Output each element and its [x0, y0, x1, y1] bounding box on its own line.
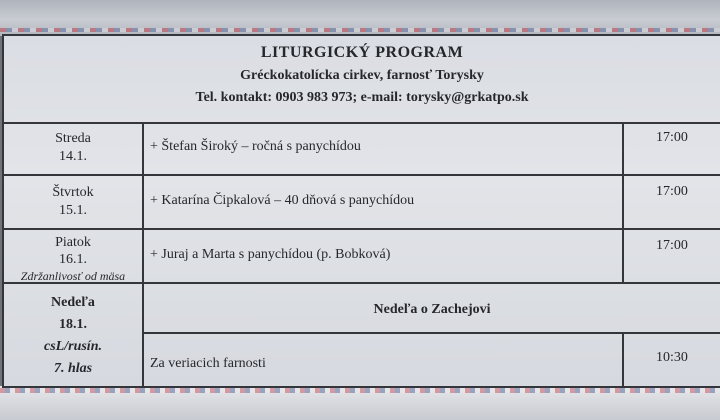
mass-time: 17:00: [656, 238, 688, 253]
sheet-header: [4, 36, 720, 122]
table-rule: [142, 122, 144, 388]
contact-line: Tel. kontakt: 0903 983 973; e-mail: torysky@grkatpo.sk: [195, 90, 529, 105]
table-row: [4, 292, 142, 380]
table-rule: [4, 174, 720, 176]
parish-name: Gréckokatolícka cirkev, farnosť Torysky: [240, 68, 484, 83]
mass-intention: + Štefan Široký – ročná s panychídou: [150, 139, 361, 154]
program-title: LITURGICKÝ PROGRAM: [260, 44, 464, 61]
table-row: [4, 234, 142, 285]
rite-language: csL/rusín.: [44, 339, 102, 354]
day-name: Nedeľa: [51, 295, 95, 310]
mass-intention: + Juraj a Marta s panychídou (p. Bobková): [150, 247, 391, 262]
day-date: 18.1.: [59, 317, 87, 332]
table-row: [4, 184, 142, 220]
day-name: Štvrtok: [52, 185, 94, 200]
mass-time: 10:30: [656, 350, 688, 365]
feast-title: Nedeľa o Zachejovi: [373, 302, 491, 317]
schedule-table: [4, 122, 720, 388]
liturgical-tone: 7. hlas: [53, 361, 93, 376]
liturgical-program-sheet: [2, 34, 720, 388]
day-date: 16.1.: [59, 252, 87, 267]
day-date: 14.1.: [59, 149, 87, 164]
table-rule: [4, 122, 720, 124]
mass-intention: + Katarína Čipkalová – 40 dňová s panychídou: [150, 193, 415, 208]
day-date: 15.1.: [59, 203, 87, 218]
mass-time: 17:00: [656, 184, 688, 199]
day-name: Piatok: [55, 235, 91, 250]
table-rule: [4, 228, 720, 230]
mass-time: 17:00: [656, 130, 688, 145]
table-row: [4, 130, 142, 166]
table-rule: [622, 122, 624, 282]
table-rule: [142, 332, 720, 334]
background-cloth-bottom: [0, 386, 720, 420]
fasting-note: Zdržanlivosť od mäsa: [20, 269, 126, 283]
background-cloth-top: [0, 0, 720, 36]
day-name: Streda: [55, 131, 91, 146]
mass-intention: Za veriacich farnosti: [150, 356, 266, 371]
